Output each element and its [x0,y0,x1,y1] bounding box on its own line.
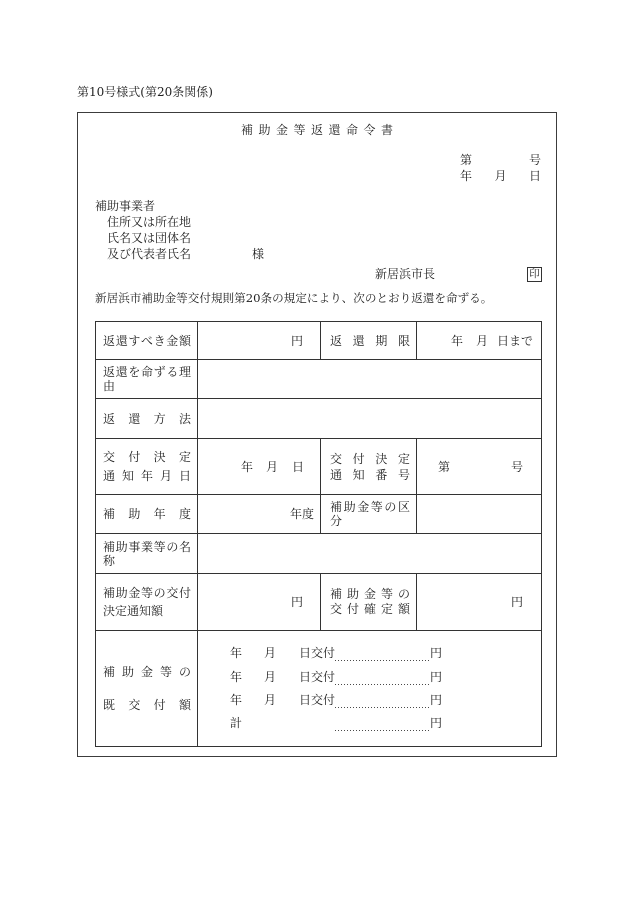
document-number-suffix: 号 [528,153,541,167]
refund-reason-field [198,360,542,399]
installment-line-1 [198,645,541,661]
installment-2-amount-blank [335,669,429,685]
row-project-name [96,534,542,574]
confirmed-amount-unit: 円 [510,595,523,609]
issuer-title: 新居浜市長 [375,267,436,281]
refund-deadline-year: 年 [450,333,463,348]
decision-notice-day: 日 [291,459,304,474]
project-name-field [198,534,542,574]
document-date-year: 年 [460,169,473,183]
document-date-month: 月 [494,169,507,183]
confirmed-amount-field [417,574,542,631]
document-number-prefix: 第 [460,153,473,167]
paid-amount-label-line-2: 既交付額 [103,697,191,712]
installment-2-month: 月 [264,670,277,684]
recipient-heading: 補助事業者 [95,199,156,213]
decision-amount-label: 補助金等の交付決定通知額 [96,574,198,631]
decision-notice-number-field [417,439,542,495]
total-amount-blank [335,715,429,731]
decision-notice-date-label [96,439,198,495]
installment-3-month: 月 [264,693,277,707]
installment-2-day: 日交付 [299,670,336,684]
row-fiscal-year [96,495,542,534]
subsidy-category-label: 補助金等の区分 [321,495,417,534]
decision-notice-number-value [417,460,541,474]
refund-method-label: 返還方法 [96,399,198,439]
recipient-representative-label: 及び代表者氏名 [107,247,192,261]
order-text: 新居浜市補助金等交付規則第20条の規定により、次のとおり返還を命ずる。 [95,291,493,305]
row-refund-method [96,399,542,439]
form-number: 第10号様式(第20条関係) [77,85,213,99]
refund-deadline-day: 日まで [496,333,533,348]
document-number [460,152,541,168]
installment-3-day: 日交付 [299,693,336,707]
installment-line-3 [198,692,541,708]
confirmed-amount-label-line-1: 補助金等の [330,587,410,601]
installment-3-unit: 円 [430,693,443,707]
installment-1-unit: 円 [430,646,443,660]
row-refund-reason [96,360,542,399]
decision-amount-unit: 円 [290,595,303,609]
fiscal-year-unit: 年度 [289,507,314,521]
installment-2-unit: 円 [430,670,443,684]
refund-deadline-field [417,322,542,360]
decision-notice-number-label-line-2: 通知番号 [330,467,410,482]
paid-amount-label [96,631,198,747]
installment-1-day: 日交付 [299,646,336,660]
decision-notice-number-suffix: 号 [510,459,523,474]
project-name-label: 補助事業等の名称 [96,534,198,574]
confirmed-amount-label-line-2: 交付確定額 [330,602,410,616]
paid-amount-field [198,631,542,747]
fiscal-year-label: 補助年度 [96,495,198,534]
recipient-honorific: 様 [252,247,265,261]
decision-amount-field [198,574,321,631]
decision-notice-number-prefix: 第 [438,459,451,474]
total-line [198,715,541,731]
document-title: 補助金等返還命令書 [240,123,399,137]
paid-amount-label-line-1: 補助金等の [103,664,191,679]
decision-notice-date-label-line-1: 交付決定 [103,449,191,464]
decision-notice-year: 年 [240,459,253,474]
subsidy-category-field [417,495,542,534]
seal-stamp-box: 印 [527,267,542,282]
paid-amount-entries [198,631,541,745]
total-unit: 円 [430,716,443,730]
refund-deadline-month: 月 [475,333,488,348]
recipient-name-label: 氏名又は団体名 [107,231,192,245]
fiscal-year-field [198,495,321,534]
refund-amount-label: 返還すべき金額 [96,322,198,360]
installment-1-month: 月 [264,646,277,660]
confirmed-amount-label [321,574,417,631]
recipient-address-label: 住所又は所在地 [107,215,192,229]
refund-reason-label: 返還を命ずる理由 [96,360,198,399]
row-paid-amount [96,631,542,747]
installment-line-2 [198,669,541,685]
installment-2-year: 年 [230,670,243,684]
row-amounts [96,574,542,631]
installment-1-amount-blank [335,645,429,661]
document-date [460,168,541,184]
row-decision-notice [96,439,542,495]
decision-notice-number-label-line-1: 交付決定 [330,451,410,466]
installment-1-year: 年 [230,646,243,660]
refund-method-field [198,399,542,439]
refund-amount-field [198,322,321,360]
installment-3-amount-blank [335,692,429,708]
decision-notice-date-field [198,439,321,495]
decision-notice-date-label-line-2: 通知年月日 [103,468,191,483]
row-refund-amount [96,322,542,360]
document-date-day: 日 [528,169,541,183]
installment-3-year: 年 [230,693,243,707]
refund-deadline-label: 返還期限 [321,322,417,360]
form-frame [77,112,557,757]
decision-notice-month: 月 [265,459,278,474]
total-label: 計 [230,716,243,730]
refund-details-table [95,321,542,747]
decision-notice-number-label [321,439,417,495]
refund-amount-unit: 円 [290,333,303,348]
